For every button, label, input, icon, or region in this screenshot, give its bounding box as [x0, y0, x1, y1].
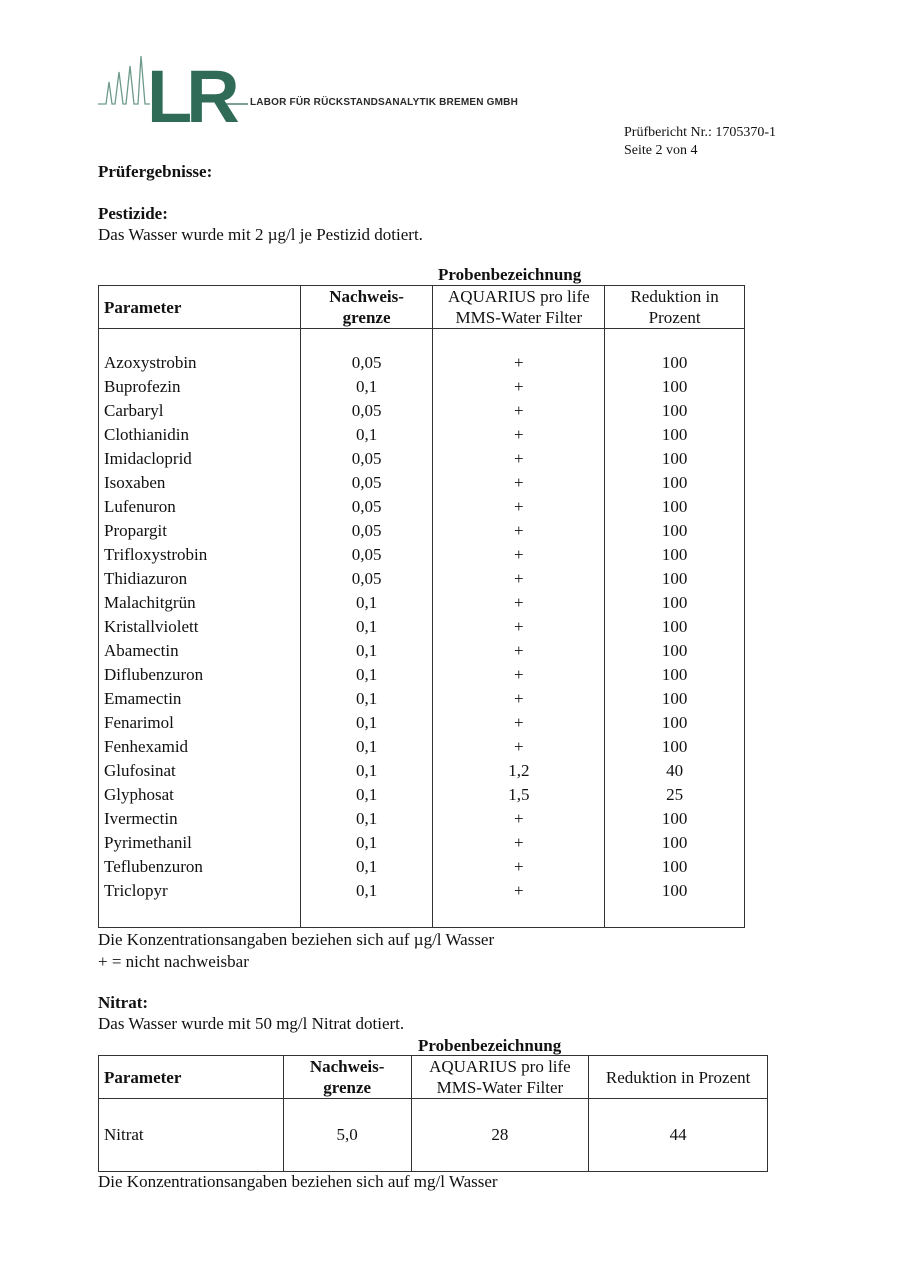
table-row: [99, 495, 745, 519]
cell-reduction: 100: [605, 639, 745, 663]
cell-sample-value: +: [433, 879, 605, 903]
nitrate-table-caption: Probenbezeichnung: [418, 1036, 562, 1055]
cell-sample-value: +: [433, 423, 605, 447]
report-number: Prüfbericht Nr.: 1705370-1: [624, 125, 777, 140]
page-title: Prüfergebnisse:: [98, 162, 213, 181]
cell-parameter: Fenhexamid: [99, 735, 301, 759]
cell-limit: 0,05: [300, 351, 433, 375]
nitrate-table: [98, 1055, 768, 1172]
pesticides-table-caption: Probenbezeichnung: [438, 265, 582, 284]
cell-parameter: Isoxaben: [99, 471, 301, 495]
col-header-reduction: Reduktion in Prozent: [605, 286, 745, 329]
cell-sample-value: +: [433, 567, 605, 591]
cell-sample-value: +: [433, 711, 605, 735]
nitrate-heading: Nitrat:: [98, 993, 149, 1012]
table-row: [99, 831, 745, 855]
table-row: [99, 399, 745, 423]
cell-limit: 0,1: [300, 807, 433, 831]
cell-reduction: 100: [605, 375, 745, 399]
cell-reduction: 100: [605, 663, 745, 687]
table-row: [99, 375, 745, 399]
cell-reduction: 100: [605, 807, 745, 831]
cell-reduction: 100: [605, 351, 745, 375]
cell-parameter: Clothianidin: [99, 423, 301, 447]
cell-sample-value: 1,2: [433, 759, 605, 783]
cell-reduction: 100: [605, 567, 745, 591]
cell-sample-value: 28: [411, 1099, 589, 1172]
table-row: [99, 783, 745, 807]
cell-limit: 0,05: [300, 447, 433, 471]
cell-sample-value: +: [433, 687, 605, 711]
table-row: [99, 807, 745, 831]
cell-reduction: 100: [605, 879, 745, 903]
cell-reduction: 100: [605, 471, 745, 495]
cell-reduction: 25: [605, 783, 745, 807]
cell-limit: 0,1: [300, 423, 433, 447]
cell-parameter: Trifloxystrobin: [99, 543, 301, 567]
cell-parameter: Glufosinat: [99, 759, 301, 783]
table-row: [99, 351, 745, 375]
cell-limit: 0,1: [300, 855, 433, 879]
lab-logo: [98, 52, 538, 132]
table-row: [99, 759, 745, 783]
cell-reduction: 100: [605, 591, 745, 615]
cell-sample-value: +: [433, 663, 605, 687]
cell-parameter: Azoxystrobin: [99, 351, 301, 375]
cell-reduction: 100: [605, 615, 745, 639]
col-header-parameter: Parameter: [99, 286, 301, 329]
table-row: [99, 543, 745, 567]
cell-parameter: Lufenuron: [99, 495, 301, 519]
cell-sample-value: +: [433, 375, 605, 399]
table-row: [99, 639, 745, 663]
cell-parameter: Nitrat: [99, 1099, 284, 1172]
cell-sample-value: +: [433, 735, 605, 759]
cell-sample-value: +: [433, 471, 605, 495]
cell-limit: 5,0: [283, 1099, 411, 1172]
cell-sample-value: +: [433, 399, 605, 423]
col-header-reduction: Reduktion in Prozent: [589, 1056, 768, 1099]
cell-sample-value: 1,5: [433, 783, 605, 807]
cell-parameter: Diflubenzuron: [99, 663, 301, 687]
cell-sample-value: +: [433, 591, 605, 615]
cell-reduction: 100: [605, 711, 745, 735]
pesticides-table: [98, 285, 745, 928]
pesticides-heading: Pestizide:: [98, 204, 168, 223]
cell-sample-value: +: [433, 831, 605, 855]
cell-reduction: 40: [605, 759, 745, 783]
table-row: [99, 591, 745, 615]
cell-limit: 0,1: [300, 615, 433, 639]
table-row: [99, 519, 745, 543]
table-row: [99, 735, 745, 759]
cell-limit: 0,1: [300, 711, 433, 735]
cell-sample-value: +: [433, 447, 605, 471]
cell-limit: 0,1: [300, 831, 433, 855]
cell-parameter: Kristallviolett: [99, 615, 301, 639]
logo-letters: LR: [147, 55, 234, 132]
cell-parameter: Triclopyr: [99, 879, 301, 903]
table-row: [99, 879, 745, 903]
col-header-limit: Nachweis- grenze: [300, 286, 433, 329]
report-info: [624, 124, 776, 160]
cell-limit: 0,05: [300, 543, 433, 567]
cell-limit: 0,05: [300, 399, 433, 423]
cell-limit: 0,05: [300, 567, 433, 591]
cell-limit: 0,1: [300, 591, 433, 615]
cell-parameter: Ivermectin: [99, 807, 301, 831]
col-header-sample: AQUARIUS pro life MMS-Water Filter: [433, 286, 605, 329]
cell-reduction: 100: [605, 543, 745, 567]
cell-reduction: 100: [605, 831, 745, 855]
pesticides-intro: Das Wasser wurde mit 2 µg/l je Pestizid dotiert.: [98, 225, 423, 244]
cell-parameter: Carbaryl: [99, 399, 301, 423]
cell-parameter: Teflubenzuron: [99, 855, 301, 879]
cell-sample-value: +: [433, 807, 605, 831]
cell-limit: 0,05: [300, 519, 433, 543]
table-row: [99, 1099, 768, 1172]
cell-limit: 0,1: [300, 639, 433, 663]
col-header-sample: AQUARIUS pro life MMS-Water Filter: [411, 1056, 589, 1099]
cell-sample-value: +: [433, 495, 605, 519]
cell-parameter: Glyphosat: [99, 783, 301, 807]
cell-parameter: Propargit: [99, 519, 301, 543]
page-number: Seite 2 von 4: [624, 143, 698, 158]
cell-sample-value: +: [433, 615, 605, 639]
cell-reduction: 100: [605, 855, 745, 879]
cell-parameter: Emamectin: [99, 687, 301, 711]
cell-limit: 0,1: [300, 687, 433, 711]
cell-sample-value: +: [433, 543, 605, 567]
table-row: [99, 471, 745, 495]
table-row: [99, 615, 745, 639]
cell-reduction: 100: [605, 423, 745, 447]
cell-limit: 0,1: [300, 783, 433, 807]
cell-limit: 0,1: [300, 375, 433, 399]
cell-parameter: Imidacloprid: [99, 447, 301, 471]
pesticides-note-legend: + = nicht nachweisbar: [98, 952, 249, 971]
cell-reduction: 100: [605, 495, 745, 519]
cell-reduction: 100: [605, 735, 745, 759]
cell-limit: 0,1: [300, 879, 433, 903]
col-header-limit: Nachweis- grenze: [283, 1056, 411, 1099]
cell-parameter: Pyrimethanil: [99, 831, 301, 855]
table-row: [99, 447, 745, 471]
chromatogram-peaks-icon: [98, 56, 150, 104]
cell-sample-value: +: [433, 855, 605, 879]
pesticides-note-units: Die Konzentrationsangaben beziehen sich auf µg/l Wasser: [98, 930, 495, 949]
cell-parameter: Malachitgrün: [99, 591, 301, 615]
cell-sample-value: +: [433, 639, 605, 663]
cell-parameter: Thidiazuron: [99, 567, 301, 591]
cell-parameter: Abamectin: [99, 639, 301, 663]
table-row: [99, 567, 745, 591]
cell-sample-value: +: [433, 519, 605, 543]
cell-reduction: 100: [605, 519, 745, 543]
nitrate-intro: Das Wasser wurde mit 50 mg/l Nitrat dotiert.: [98, 1014, 405, 1033]
table-row: [99, 687, 745, 711]
nitrate-note-units: Die Konzentrationsangaben beziehen sich auf mg/l Wasser: [98, 1172, 498, 1191]
cell-limit: 0,1: [300, 759, 433, 783]
table-row: [99, 711, 745, 735]
col-header-parameter: Parameter: [99, 1056, 284, 1099]
cell-parameter: Fenarimol: [99, 711, 301, 735]
lab-name: LABOR FÜR RÜCKSTANDSANALYTIK BREMEN GMBH: [250, 97, 518, 108]
cell-limit: 0,05: [300, 471, 433, 495]
cell-sample-value: +: [433, 351, 605, 375]
cell-reduction: 44: [589, 1099, 768, 1172]
cell-parameter: Buprofezin: [99, 375, 301, 399]
cell-reduction: 100: [605, 687, 745, 711]
cell-limit: 0,1: [300, 663, 433, 687]
cell-limit: 0,1: [300, 735, 433, 759]
cell-limit: 0,05: [300, 495, 433, 519]
table-row: [99, 423, 745, 447]
table-row: [99, 855, 745, 879]
table-row: [99, 663, 745, 687]
cell-reduction: 100: [605, 399, 745, 423]
cell-reduction: 100: [605, 447, 745, 471]
